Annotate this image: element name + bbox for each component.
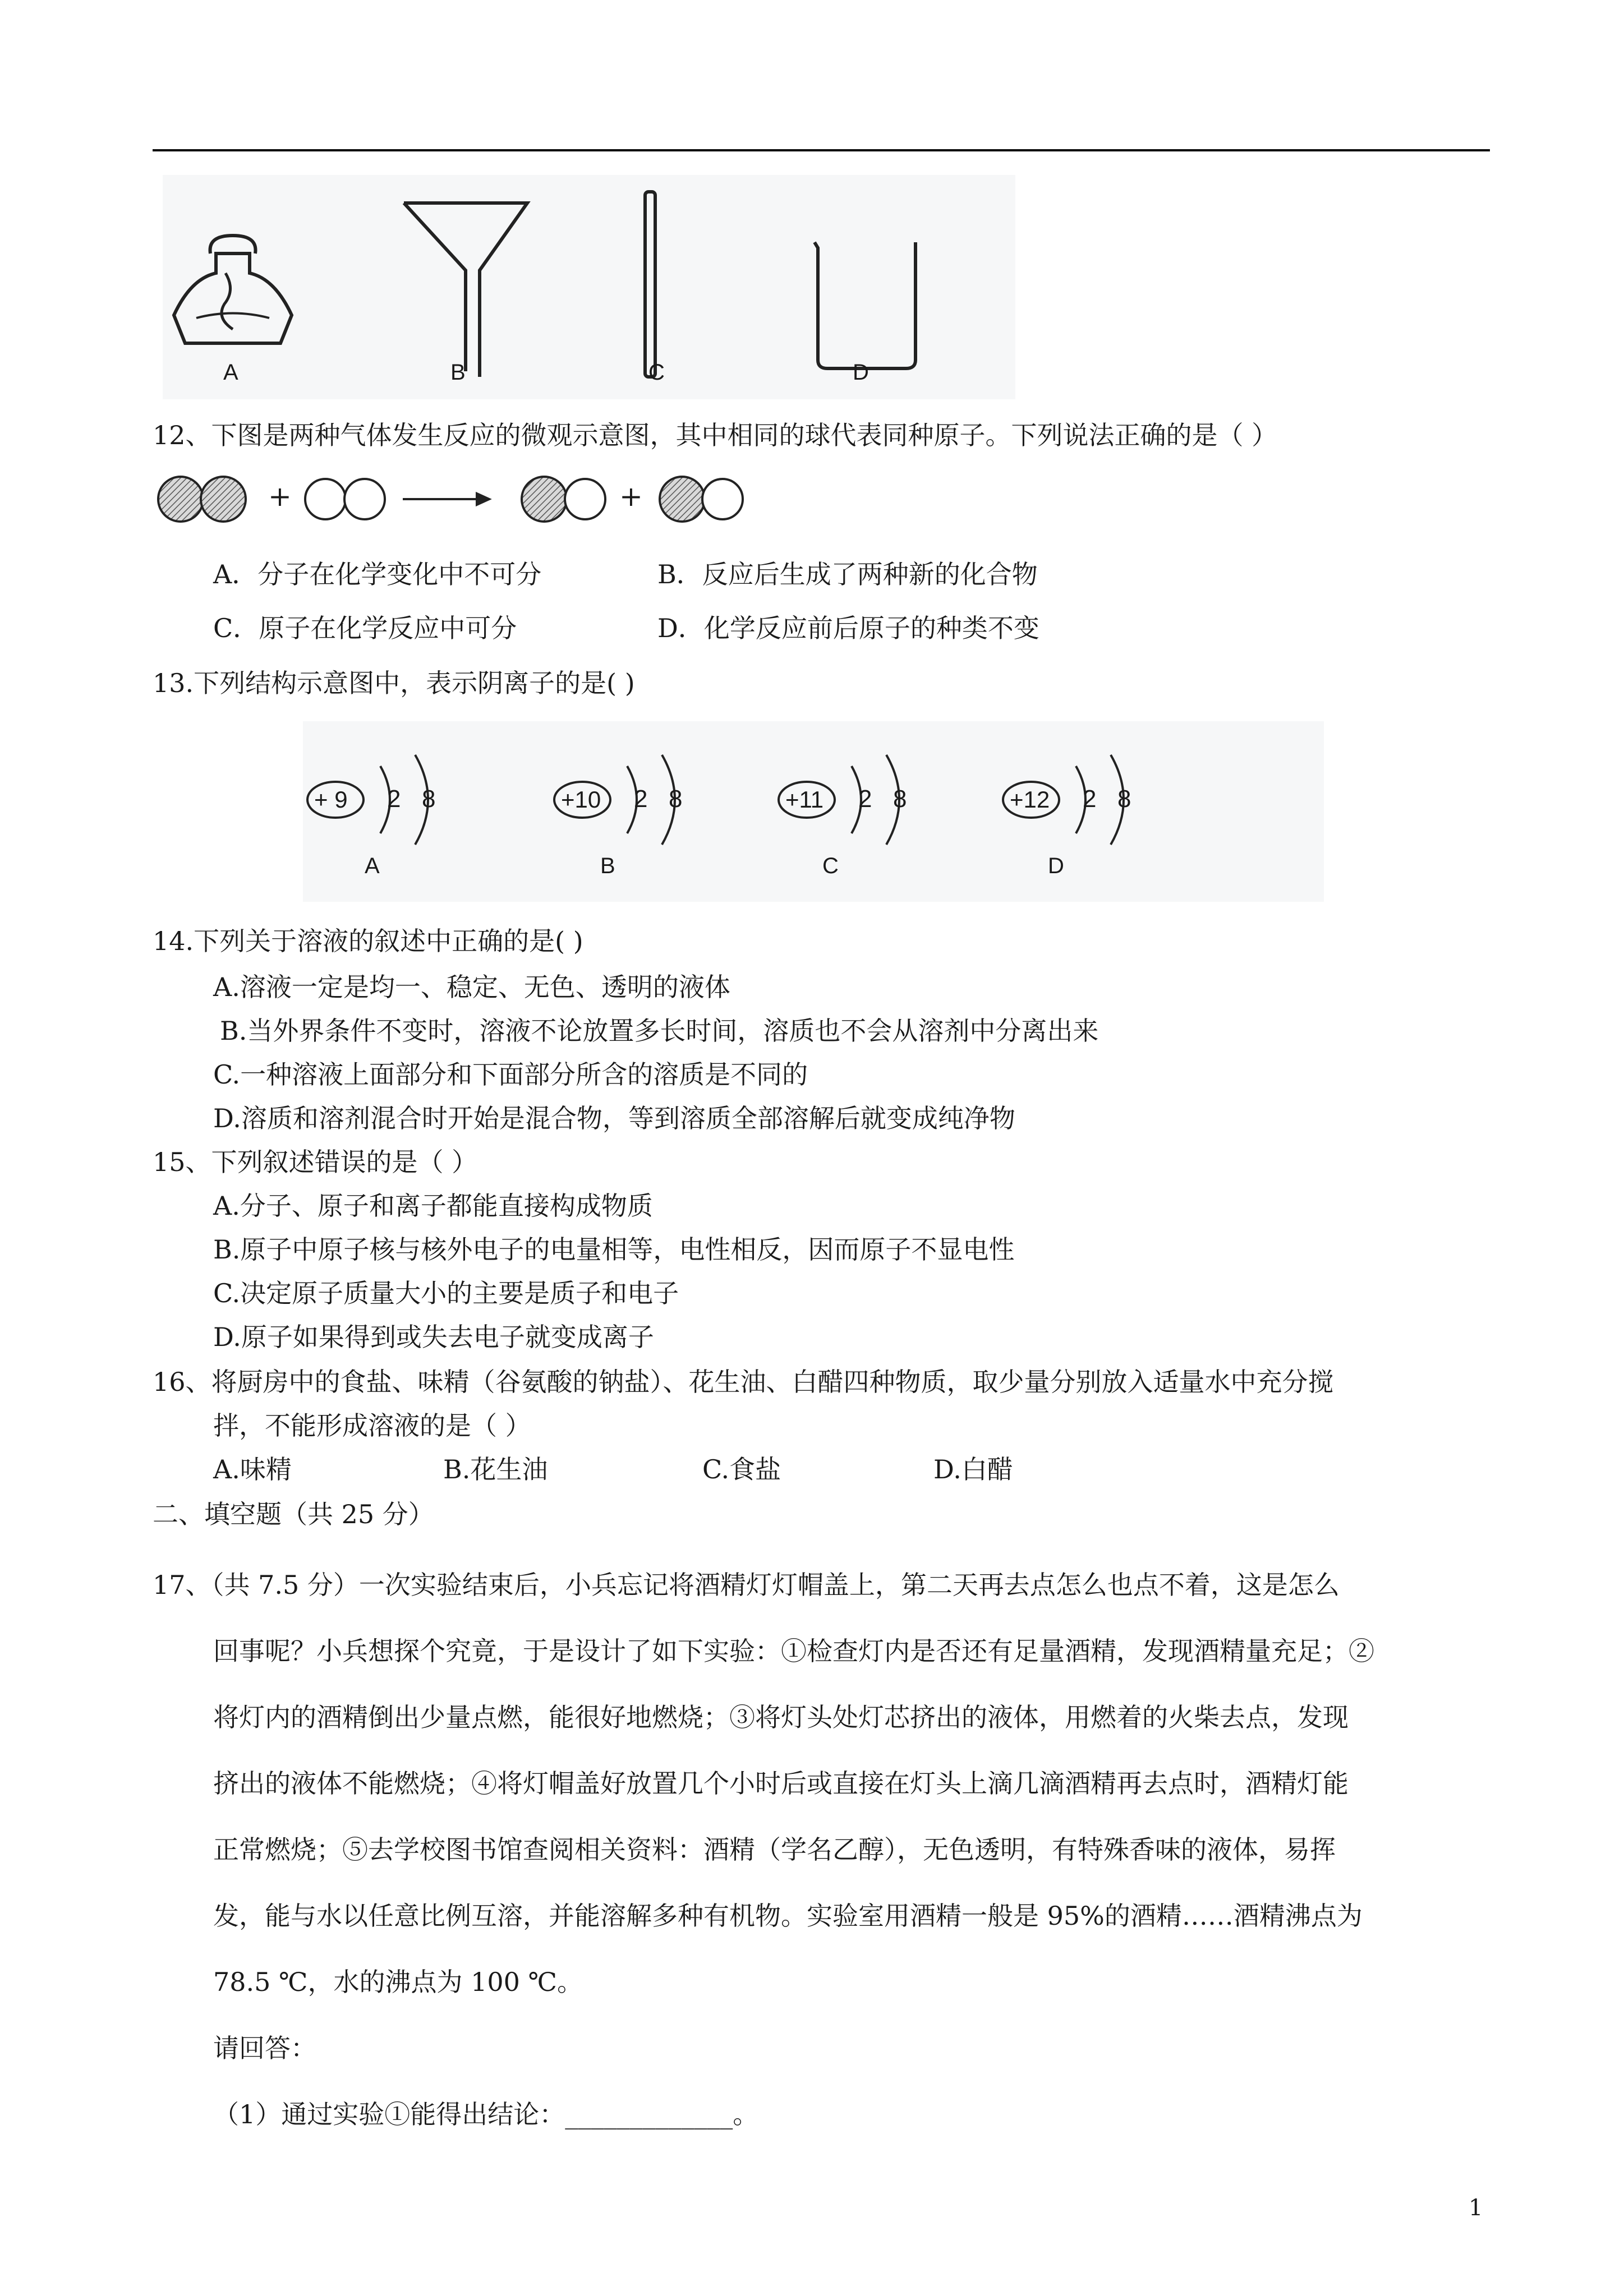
molecule-hatched-pair xyxy=(158,477,246,522)
ion-b-shell1: 2 xyxy=(634,785,648,813)
apparatus-figure xyxy=(163,175,1015,399)
q14-option-d: D.溶质和溶剂混合时开始是混合物，等到溶质全部溶解后就变成纯净物 xyxy=(213,1103,1015,1133)
q17-prompt: 请回答： xyxy=(213,2033,316,2063)
q14-stem: 14.下列关于溶液的叙述中正确的是( ) xyxy=(153,926,583,956)
section-heading-fill-blank: 二、填空题（共 25 分） xyxy=(153,1499,434,1529)
q12-option-d: D．化学反应前后原子的种类不变 xyxy=(657,613,1039,643)
arrow-icon xyxy=(403,494,489,505)
ion-a-label: A xyxy=(365,854,380,878)
q16-option-c: C.食盐 xyxy=(702,1454,781,1484)
molecule-mixed-pair-1 xyxy=(522,477,605,522)
q14-option-a: A.溶液一定是均一、稳定、无色、透明的液体 xyxy=(213,972,730,1002)
q15-option-b: B.原子中原子核与核外电子的电量相等，电性相反，因而原子不显电性 xyxy=(213,1234,1015,1265)
ion-d-shell2: 8 xyxy=(1117,785,1131,813)
ion-b-nucleus: +10 xyxy=(561,786,601,813)
q13-stem: 13.下列结构示意图中，表示阴离子的是( ) xyxy=(153,668,635,698)
plus-sign-1: + xyxy=(268,480,292,513)
page-number: 1 xyxy=(1469,2195,1483,2221)
q15-option-d: D.原子如果得到或失去电子就变成离子 xyxy=(213,1322,654,1352)
q16-stem-line1: 16、将厨房中的食盐、味精（谷氨酸的钠盐）、花生油、白醋四种物质，取少量分别放入适量水中充分搅 xyxy=(153,1367,1334,1397)
q16-option-d: D.白醋 xyxy=(933,1454,1013,1484)
q17-line-1: 17、（共 7.5 分）一次实验结束后，小兵忘记将酒精灯灯帽盖上，第二天再去点怎么也点不着，这是怎么 xyxy=(153,1570,1340,1600)
q14-option-c: C.一种溶液上面部分和下面部分所含的溶质是不同的 xyxy=(213,1059,808,1090)
q15-stem: 15、下列叙述错误的是（ ） xyxy=(153,1147,478,1177)
q17-line-3: 将灯内的酒精倒出少量点燃，能很好地燃烧；③将灯头处灯芯挤出的液体，用燃着的火柴去点，发现 xyxy=(213,1702,1349,1732)
ion-d-nucleus: +12 xyxy=(1010,786,1050,813)
q17-sub-question-1: （1）通过实验①能得出结论：_____________。 xyxy=(213,2099,759,2129)
q12-option-c: C．原子在化学反应中可分 xyxy=(213,613,517,643)
molecule-mixed-pair-2 xyxy=(660,477,743,522)
molecule-white-pair xyxy=(305,479,385,519)
apparatus-label-c: C xyxy=(648,360,665,385)
ion-d-shell1: 2 xyxy=(1083,785,1097,813)
ion-c-shell1: 2 xyxy=(858,785,872,813)
q17-line-4: 挤出的液体不能燃烧；④将灯帽盖好放置几个小时后或直接在灯头上滴几滴酒精再去点时，酒精灯能 xyxy=(213,1768,1349,1799)
q12-option-b: B．反应后生成了两种新的化合物 xyxy=(657,559,1038,589)
reaction-diagram xyxy=(151,468,757,530)
header-rule xyxy=(153,149,1490,151)
apparatus-label-b: B xyxy=(450,360,466,385)
apparatus-label-a: A xyxy=(223,360,238,385)
ion-c-label: C xyxy=(822,854,839,878)
ion-d-label: D xyxy=(1048,854,1064,878)
q17-line-5: 正常燃烧；⑤去学校图书馆查阅相关资料：酒精（学名乙醇），无色透明，有特殊香味的液体，易挥 xyxy=(213,1834,1336,1865)
q15-option-c: C.决定原子质量大小的主要是质子和电子 xyxy=(213,1278,679,1308)
ion-b-shell2: 8 xyxy=(669,785,683,813)
ion-b-label: B xyxy=(600,854,615,878)
apparatus-label-d: D xyxy=(853,360,869,385)
q12-stem: 12、下图是两种气体发生反应的微观示意图，其中相同的球代表同种原子。下列说法正确的是（ ） xyxy=(153,420,1278,450)
ion-c-nucleus: +11 xyxy=(785,786,824,813)
q16-option-b: B.花生油 xyxy=(443,1454,548,1484)
q12-option-a: A．分子在化学变化中不可分 xyxy=(213,559,542,589)
ion-a-shell2: 8 xyxy=(422,785,436,813)
q17-line-7: 78.5 ℃，水的沸点为 100 ℃。 xyxy=(213,1967,583,1997)
plus-sign-2: + xyxy=(619,480,643,513)
ion-a-shell1: 2 xyxy=(387,785,401,813)
ion-c-shell2: 8 xyxy=(893,785,907,813)
ion-a-nucleus: + 9 xyxy=(314,786,348,813)
q15-option-a: A.分子、原子和离子都能直接构成物质 xyxy=(213,1191,653,1221)
q17-line-2: 回事呢？小兵想探个究竟，于是设计了如下实验：①检查灯内是否还有足量酒精，发现酒精量充足；② xyxy=(213,1636,1374,1666)
q16-option-a: A.味精 xyxy=(213,1454,292,1484)
q16-stem-line2: 拌，不能形成溶液的是（ ） xyxy=(213,1410,531,1441)
q17-line-6: 发，能与水以任意比例互溶，并能溶解多种有机物。实验室用酒精一般是 95%的酒精……酒精沸点为 xyxy=(213,1901,1363,1931)
q14-option-b: B.当外界条件不变时，溶液不论放置多长时间，溶质也不会从溶剂中分离出来 xyxy=(220,1016,1099,1046)
